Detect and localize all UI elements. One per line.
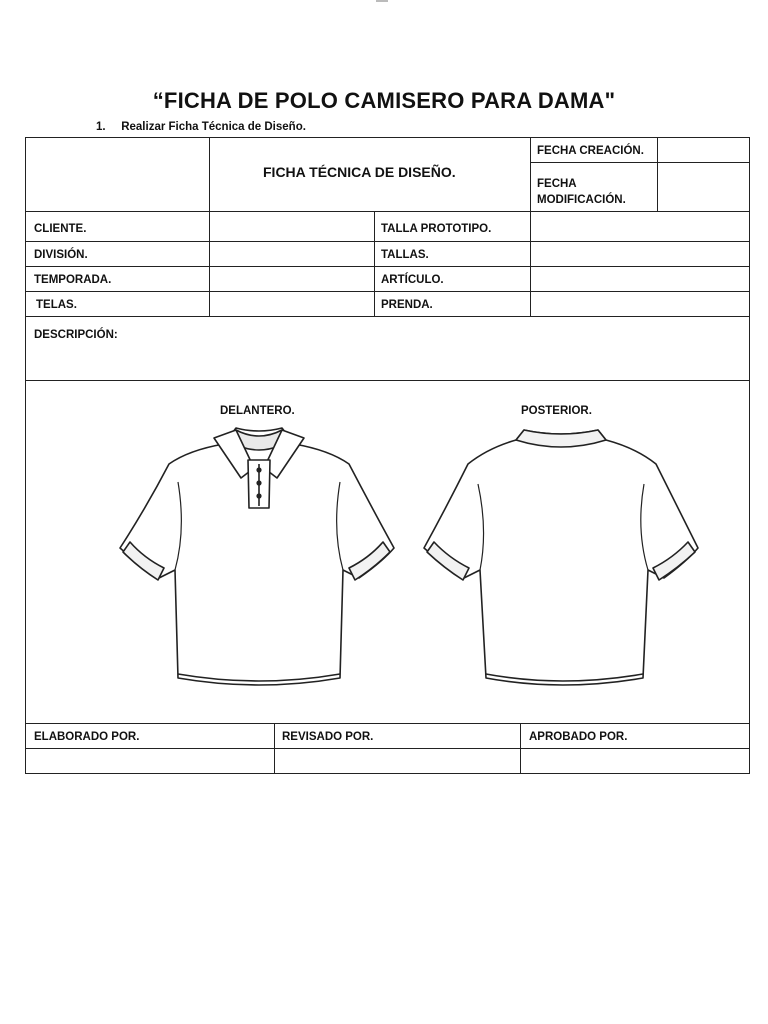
polo-front-drawing <box>114 420 399 695</box>
fecha-modificacion-label-cell <box>530 162 658 212</box>
fecha-creacion-value[interactable] <box>657 137 750 163</box>
descripcion-cell[interactable] <box>25 316 750 381</box>
aprobado-label-cell <box>520 723 750 749</box>
telas-label-cell <box>25 291 210 317</box>
telas-value[interactable] <box>209 291 375 317</box>
revisado-value[interactable] <box>274 748 521 774</box>
descripcion-label: DESCRIPCIÓN: <box>34 329 118 341</box>
fecha-modificacion-line1: FECHA <box>537 178 577 190</box>
tallas-label-cell <box>374 241 531 267</box>
talla-prototipo-value[interactable] <box>530 211 750 242</box>
temporada-value[interactable] <box>209 266 375 292</box>
temporada-label-cell <box>25 266 210 292</box>
elaborado-value[interactable] <box>25 748 275 774</box>
telas-label: TELAS. <box>36 299 77 311</box>
instruction-line <box>96 121 306 133</box>
page-top-mark <box>376 0 388 2</box>
aprobado-value[interactable] <box>520 748 750 774</box>
design-sheet-table <box>25 137 750 774</box>
fecha-creacion-label-cell <box>530 137 658 163</box>
instruction-number: 1. <box>96 121 106 133</box>
temporada-label: TEMPORADA. <box>34 274 112 286</box>
articulo-label-cell <box>374 266 531 292</box>
articulo-label: ARTÍCULO. <box>381 274 444 286</box>
division-label: DIVISIÓN. <box>34 249 88 261</box>
talla-prototipo-label-cell <box>374 211 531 242</box>
division-label-cell <box>25 241 210 267</box>
drawings-cell <box>25 380 750 724</box>
sheet-heading: FICHA TÉCNICA DE DISEÑO. <box>263 164 456 180</box>
talla-prototipo-label: TALLA PROTOTIPO. <box>381 223 492 235</box>
back-view-label: POSTERIOR. <box>521 405 592 417</box>
instruction-text: Realizar Ficha Técnica de Diseño. <box>121 121 306 133</box>
prenda-label: PRENDA. <box>381 299 433 311</box>
aprobado-label: APROBADO POR. <box>529 731 628 743</box>
revisado-label: REVISADO POR. <box>282 731 374 743</box>
fecha-modificacion-value[interactable] <box>657 162 750 212</box>
cliente-label-cell <box>25 211 210 242</box>
articulo-value[interactable] <box>530 266 750 292</box>
document-title: “FICHA DE POLO CAMISERO PARA DAMA" <box>152 88 616 113</box>
elaborado-label-cell <box>25 723 275 749</box>
revisado-label-cell <box>274 723 521 749</box>
header-blank-cell <box>25 137 210 212</box>
fecha-modificacion-line2: MODIFICACIÓN. <box>537 194 626 206</box>
polo-back-drawing <box>416 420 701 695</box>
division-value[interactable] <box>209 241 375 267</box>
fecha-modificacion-label <box>537 176 626 208</box>
front-view-label: DELANTERO. <box>220 405 295 417</box>
header-title-cell <box>209 137 531 212</box>
fecha-creacion-label: FECHA CREACIÓN. <box>537 145 644 157</box>
prenda-value[interactable] <box>530 291 750 317</box>
cliente-value[interactable] <box>209 211 375 242</box>
elaborado-label: ELABORADO POR. <box>34 731 140 743</box>
prenda-label-cell <box>374 291 531 317</box>
tallas-value[interactable] <box>530 241 750 267</box>
tallas-label: TALLAS. <box>381 249 429 261</box>
cliente-label: CLIENTE. <box>34 223 87 235</box>
